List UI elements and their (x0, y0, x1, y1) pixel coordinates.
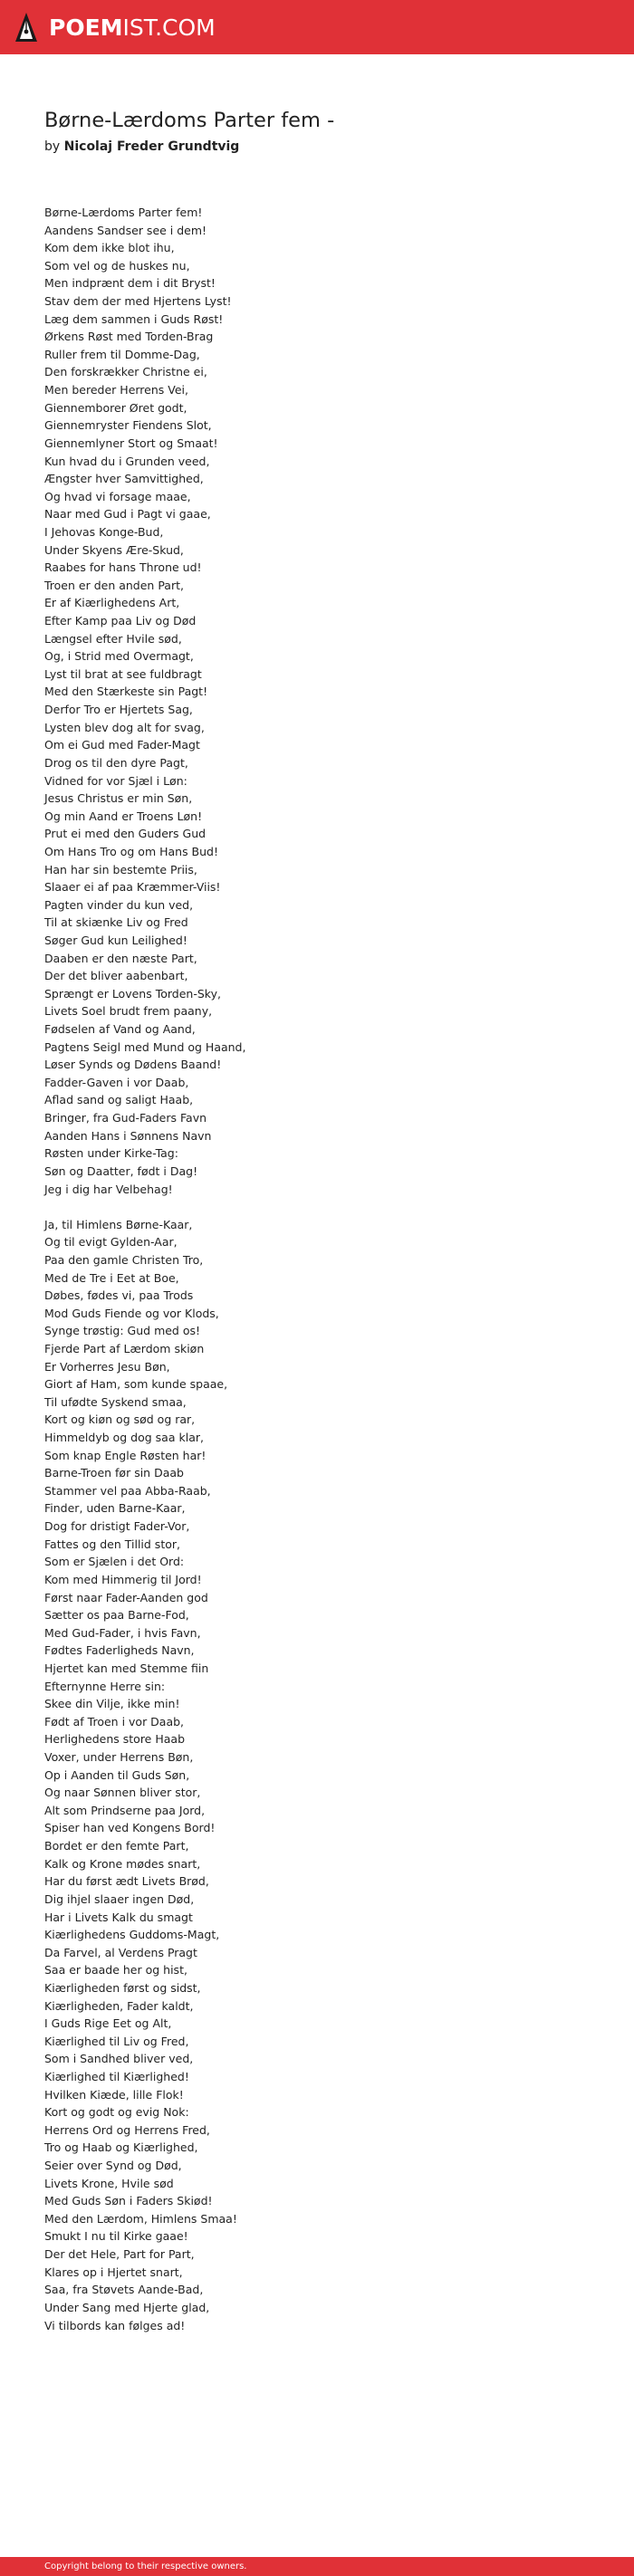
poem-line: Har du først ædt Livets Brød, (44, 1874, 209, 1889)
byline-prefix: by (44, 139, 61, 154)
poem-line: Med de Tre i Eet at Boe, (44, 1270, 179, 1285)
poem-line: Søn og Daatter, født i Dag! (44, 1164, 198, 1178)
poem-line: Efter Kamp paa Liv og Død (44, 614, 197, 628)
poem-line: Troen er den anden Part, (44, 578, 184, 592)
poem-line: Alt som Prindserne paa Jord, (44, 1803, 206, 1817)
poem-line: Kom med Himmerig til Jord! (44, 1572, 202, 1586)
poem-line: Livets Soel brudt frem paany, (44, 1004, 213, 1019)
top-bar (0, 0, 634, 54)
poem-line: Men indprænt dem i dit Bryst! (44, 276, 216, 291)
poem-line: I Jehovas Konge-Bud, (44, 524, 164, 539)
poem-line: Fadder-Gaven i vor Daab, (44, 1075, 189, 1089)
poem-line: Og til evigt Gylden-Aar, (44, 1235, 178, 1250)
poem-line: Ja, til Himlens Børne-Kaar, (44, 1217, 193, 1231)
byline (44, 138, 588, 156)
poem-line: Giennemborer Øret godt, (44, 400, 187, 415)
poem-line: Fødtes Faderligheds Navn, (44, 1643, 195, 1658)
poem-line: Lyst til brat at see fuldbragt (44, 666, 202, 681)
poem-line: Søger Gud kun Leilighed! (44, 933, 187, 947)
poem-line: Børne-Lærdoms Parter fem! (44, 206, 203, 219)
poem-line: Længsel efter Hvile sød, (44, 631, 182, 646)
poem-line: Jeg i dig har Velbehag! (44, 1182, 173, 1196)
poem-line: Kort og kiøn og sød og rar, (44, 1412, 196, 1427)
poem-line: Synge trøstig: Gud med os! (44, 1324, 201, 1338)
poem-line: Stammer vel paa Abba-Raab, (44, 1483, 211, 1498)
poem-line: Som vel og de huskes nu, (44, 258, 190, 273)
poem-line: Som i Sandhed bliver ved, (44, 2052, 194, 2066)
poem-line: Kiærlighed til Kiærlighed! (44, 2069, 189, 2083)
poem-line: Herlighedens store Haab (44, 1732, 185, 1747)
poem-line: Smukt I nu til Kirke gaae! (44, 2229, 188, 2244)
poem-line: Giennemryster Fiendens Slot, (44, 418, 212, 433)
poem-line: Saa, fra Støvets Aande-Bad, (44, 2283, 204, 2297)
poem-line: Under Sang med Hjerte glad, (44, 2300, 210, 2314)
poem-content (44, 107, 588, 2334)
poem-line: Spiser han ved Kongens Bord! (44, 1821, 216, 1835)
poem-line: Jesus Christus er min Søn, (44, 791, 193, 806)
stanza (44, 1216, 588, 2334)
poem-line: Til at skiænke Liv og Fred (44, 915, 188, 930)
poem-line: Døbes, fødes vi, paa Trods (44, 1288, 194, 1303)
poem-line: Sætter os paa Barne-Fod, (44, 1608, 189, 1623)
poem-line: Til ufødte Syskend smaa, (44, 1394, 187, 1409)
poem-line: Himmeldyb og dog saa klar, (44, 1431, 204, 1445)
poem-line: Kort og godt og evig Nok: (44, 2105, 189, 2120)
poem-line: Med Gud-Fader, i hvis Favn, (44, 1625, 201, 1640)
poem-line: Dog for dristigt Fader-Vor, (44, 1519, 190, 1534)
poem-line: Ruller frem til Domme-Dag, (44, 347, 200, 361)
poem-line: Ængster hver Samvittighed, (44, 472, 204, 486)
poem-line: Med Guds Søn i Faders Skiød! (44, 2194, 213, 2208)
poem-line: Har i Livets Kalk du smagt (44, 1910, 193, 1924)
poem-line: Kiærligheden først og sidst, (44, 1980, 201, 1995)
author-link[interactable]: Nicolaj Freder Grundtvig (63, 139, 240, 154)
poem-line: Og, i Strid med Overmagt, (44, 649, 194, 664)
poem-line: Daaben er den næste Part, (44, 951, 197, 965)
poem-line: Vidned for vor Sjæl i Løn: (44, 773, 187, 788)
poem-line: Og naar Sønnen bliver stor, (44, 1786, 201, 1800)
poem-line: Drog os til den dyre Pagt, (44, 755, 188, 770)
site-logo[interactable] (14, 12, 216, 43)
poem-line: Finder, uden Barne-Kaar, (44, 1501, 186, 1516)
poem-line: Der det bliver aabenbart, (44, 969, 188, 983)
poem-line: Slaaer ei af paa Kræmmer-Viis! (44, 880, 221, 895)
poem-line: Pagten vinder du kun ved, (44, 897, 194, 912)
poem-line: Livets Krone, Hvile sød (44, 2176, 174, 2190)
poem-line: Derfor Tro er Hjertets Sag, (44, 703, 193, 717)
poem-line: Aandens Sandser see i dem! (44, 223, 207, 237)
poem-line: Aflad sand og saligt Haab, (44, 1093, 194, 1107)
poem-line: Han har sin bestemte Priis, (44, 862, 197, 876)
logo-bold-text: POEM (49, 14, 123, 41)
poem-line: Giort af Ham, som kunde spaae, (44, 1377, 228, 1392)
poem-body (44, 204, 588, 2334)
poem-line: Og hvad vi forsage maae, (44, 489, 191, 503)
poem-line: Med den Lærdom, Himlens Smaa! (44, 2211, 237, 2226)
poem-line: Raabes for hans Throne ud! (44, 560, 202, 575)
footer (0, 2557, 634, 2576)
poem-line: Kiærligheden, Fader kaldt, (44, 1998, 194, 2013)
poem-line: Efternynne Herre sin: (44, 1679, 166, 1693)
poem-line: Hjertet kan med Stemme fiin (44, 1661, 209, 1675)
poem-line: Da Farvel, al Verdens Pragt (44, 1945, 197, 1959)
poem-line: Seier over Synd og Død, (44, 2159, 182, 2173)
poem-line: Stav dem der med Hjertens Lyst! (44, 294, 232, 309)
poem-line: Kalk og Krone mødes snart, (44, 1856, 201, 1871)
poem-line: Og min Aand er Troens Løn! (44, 809, 203, 823)
poem-line: Bordet er den femte Part, (44, 1839, 189, 1853)
poem-line: Er Vorherres Jesu Bøn, (44, 1359, 170, 1374)
poem-line: Som knap Engle Røsten har! (44, 1448, 207, 1462)
poem-line: Men bereder Herrens Vei, (44, 383, 188, 397)
poem-line: Aanden Hans i Sønnens Navn (44, 1128, 212, 1143)
poem-line: Voxer, under Herrens Bøn, (44, 1750, 194, 1765)
poem-line: Mod Guds Fiende og vor Klods, (44, 1306, 219, 1320)
poem-line: Der det Hele, Part for Part, (44, 2247, 195, 2262)
poem-line: Under Skyens Ære-Skud, (44, 542, 184, 557)
poem-line: Naar med Gud i Pagt vi gaae, (44, 507, 211, 522)
poem-line: Op i Aanden til Guds Søn, (44, 1767, 190, 1782)
poem-title: Børne-Lærdoms Parter fem - (44, 109, 335, 132)
logo-light-text: IST.COM (122, 14, 216, 41)
poem-line: Om ei Gud med Fader-Magt (44, 738, 200, 752)
poem-line: Om Hans Tro og om Hans Bud! (44, 844, 219, 858)
poem-line: Lysten blev dog alt for svag, (44, 720, 205, 734)
poem-line: Kom dem ikke blot ihu, (44, 241, 175, 255)
poem-line: Fattes og den Tillid stor, (44, 1537, 180, 1551)
poem-line: Løser Synds og Dødens Baand! (44, 1058, 222, 1072)
pen-nib-icon (14, 12, 38, 43)
poem-line: Skee din Vilje, ikke min! (44, 1697, 180, 1711)
poem-line: Kiærlighed til Liv og Fred, (44, 2034, 189, 2048)
poem-line: Er af Kiærlighedens Art, (44, 596, 180, 610)
poem-line: Vi tilbords kan følges ad! (44, 2318, 186, 2332)
poem-line: Tro og Haab og Kiærlighed, (44, 2140, 198, 2155)
poem-line: I Guds Rige Eet og Alt, (44, 2016, 172, 2031)
poem-line: Ørkens Røst med Torden-Brag (44, 330, 214, 344)
poem-line: Paa den gamle Christen Tro, (44, 1252, 204, 1267)
poem-line: Født af Troen i vor Daab, (44, 1714, 185, 1729)
poem-line: Hvilken Kiæde, lille Flok! (44, 2087, 184, 2102)
poem-line: Som er Sjælen i det Ord: (44, 1555, 185, 1569)
poem-line: Med den Stærkeste sin Pagt! (44, 685, 208, 699)
poem-line: Fjerde Part af Lærdom skiøn (44, 1342, 205, 1355)
poem-line: Fødselen af Vand og Aand, (44, 1022, 196, 1037)
poem-line: Saa er baade her og hist, (44, 1963, 187, 1977)
stanza-gap (44, 1198, 588, 1216)
poem-line: Læg dem sammen i Guds Røst! (44, 311, 224, 326)
poem-line: Herrens Ord og Herrens Fred, (44, 2122, 210, 2137)
poem-line: Giennemlyner Stort og Smaat! (44, 436, 218, 450)
poem-line: Klares op i Hjertet snart, (44, 2265, 183, 2279)
poem-line: Sprængt er Lovens Torden-Sky, (44, 986, 221, 1001)
poem-line: Bringer, fra Gud-Faders Favn (44, 1111, 207, 1125)
poem-line: Først naar Fader-Aanden god (44, 1590, 208, 1604)
poem-line: Røsten under Kirke-Tag: (44, 1146, 178, 1161)
poem-line: Kun hvad du i Grunden veed, (44, 454, 210, 468)
poem-line: Pagtens Seigl med Mund og Haand, (44, 1039, 246, 1054)
poem-line: Dig ihjel slaaer ingen Død, (44, 1891, 195, 1906)
poem-line: Kiærlighedens Guddoms-Magt, (44, 1928, 220, 1942)
stanza (44, 204, 588, 1198)
site-logo-text (49, 14, 216, 41)
poem-line: Prut ei med den Guders Gud (44, 827, 207, 841)
poem-line: Barne-Troen før sin Daab (44, 1466, 184, 1480)
copyright-text: Copyright belong to their respective owners. (44, 2562, 247, 2571)
poem-line: Den forskrækker Christne ei, (44, 365, 207, 379)
